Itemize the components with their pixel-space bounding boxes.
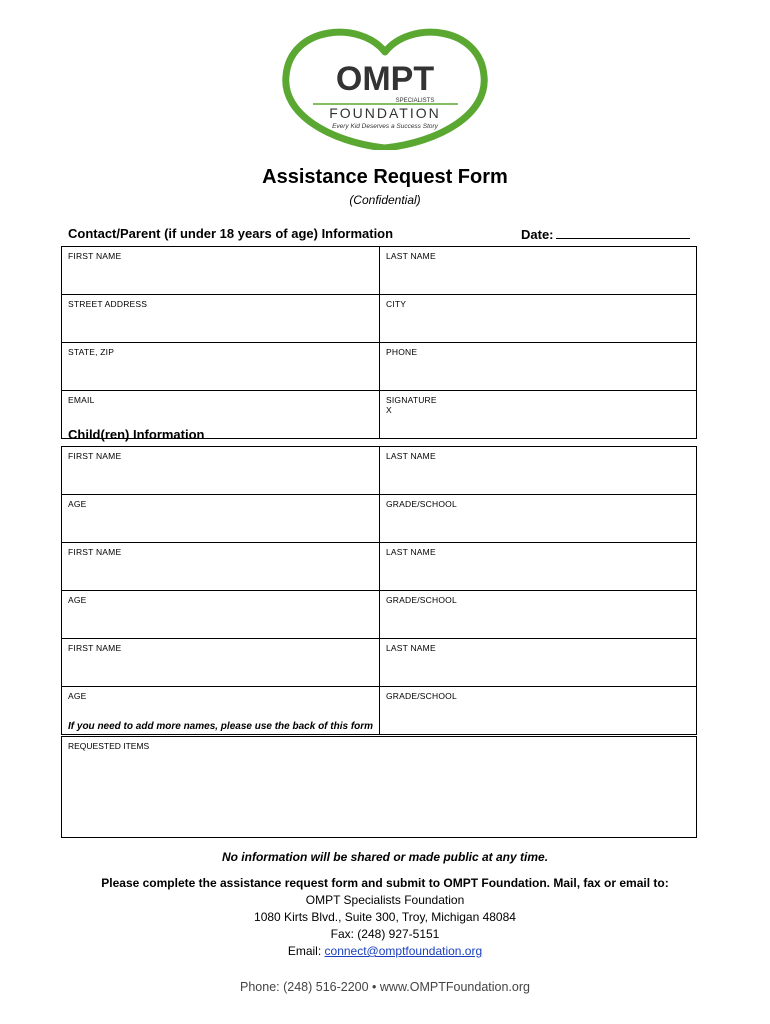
field-label: GRADE/SCHOOL bbox=[386, 595, 457, 605]
logo-foundation: FOUNDATION bbox=[329, 105, 441, 121]
child-first-name-field[interactable] bbox=[62, 639, 380, 687]
street-address-field[interactable] bbox=[62, 295, 380, 343]
contact-first-name-field[interactable] bbox=[62, 247, 380, 295]
org-email-line bbox=[0, 944, 770, 958]
signature-mark: X bbox=[386, 405, 392, 415]
city-field[interactable] bbox=[380, 295, 697, 343]
logo-tagline: Every Kid Deserves a Success Story bbox=[332, 123, 438, 130]
child-first-name-field[interactable] bbox=[62, 543, 380, 591]
email-label: Email: bbox=[287, 944, 322, 958]
field-label: AGE bbox=[68, 595, 87, 605]
signature-field[interactable] bbox=[380, 391, 697, 439]
org-address: 1080 Kirts Blvd., Suite 300, Troy, Michigan 48084 bbox=[254, 910, 516, 924]
field-label: FIRST NAME bbox=[68, 451, 122, 461]
date-field[interactable] bbox=[521, 226, 690, 242]
child-grade-school-field[interactable] bbox=[380, 591, 697, 639]
field-label: STATE, ZIP bbox=[68, 347, 115, 357]
child-table-2 bbox=[61, 542, 697, 639]
org-name: OMPT Specialists Foundation bbox=[305, 893, 465, 907]
child-grade-school-field[interactable] bbox=[380, 495, 697, 543]
field-label: LAST NAME bbox=[386, 547, 436, 557]
logo-specialists: SPECIALISTS bbox=[395, 98, 435, 104]
child-grade-school-field[interactable] bbox=[380, 687, 697, 735]
org-fax: Fax: (248) 927-5151 bbox=[330, 927, 440, 941]
field-label: STREET ADDRESS bbox=[68, 299, 148, 309]
email-link[interactable]: connect@omptfoundation.org bbox=[324, 944, 483, 958]
field-label: GRADE/SCHOOL bbox=[386, 499, 457, 509]
requested-items-field[interactable] bbox=[61, 736, 697, 838]
heart-logo-icon bbox=[280, 24, 490, 150]
child-age-field[interactable] bbox=[62, 495, 380, 543]
field-label: LAST NAME bbox=[386, 643, 436, 653]
children-section-heading: Child(ren) Information bbox=[68, 427, 205, 442]
field-label: FIRST NAME bbox=[68, 251, 122, 261]
field-label: FIRST NAME bbox=[68, 547, 122, 557]
form-subtitle: (Confidential) bbox=[349, 193, 421, 207]
more-names-note: If you need to add more names, please use the back of this form bbox=[68, 721, 374, 732]
submit-instructions: Please complete the assistance request form and submit to OMPT Foundation. Mail, fax or email to: bbox=[101, 876, 669, 890]
field-label: AGE bbox=[68, 691, 87, 701]
field-label: LAST NAME bbox=[386, 451, 436, 461]
privacy-statement: No information will be shared or made public at any time. bbox=[221, 850, 549, 864]
child-last-name-field[interactable] bbox=[380, 543, 697, 591]
ompt-foundation-logo bbox=[280, 24, 490, 150]
field-label: GRADE/SCHOOL bbox=[386, 691, 457, 701]
date-line[interactable] bbox=[556, 226, 690, 239]
contact-table bbox=[61, 246, 697, 439]
child-last-name-field[interactable] bbox=[380, 639, 697, 687]
phone-field[interactable] bbox=[380, 343, 697, 391]
date-label: Date: bbox=[521, 227, 554, 242]
phone-web-footer: Phone: (248) 516-2200 • www.OMPTFoundation.org bbox=[240, 980, 530, 994]
child-age-field[interactable] bbox=[62, 591, 380, 639]
field-label: CITY bbox=[386, 299, 407, 309]
child-table-1 bbox=[61, 446, 697, 543]
field-label: EMAIL bbox=[68, 395, 95, 405]
field-label: REQUESTED ITEMS bbox=[68, 741, 150, 751]
field-label: FIRST NAME bbox=[68, 643, 122, 653]
contact-section-heading: Contact/Parent (if under 18 years of age) Information bbox=[68, 226, 394, 241]
state-zip-field[interactable] bbox=[62, 343, 380, 391]
form-title: Assistance Request Form bbox=[262, 166, 508, 188]
child-last-name-field[interactable] bbox=[380, 447, 697, 495]
field-label: PHONE bbox=[386, 347, 418, 357]
contact-last-name-field[interactable] bbox=[380, 247, 697, 295]
field-label: LAST NAME bbox=[386, 251, 436, 261]
child-first-name-field[interactable] bbox=[62, 447, 380, 495]
field-label: SIGNATURE bbox=[386, 395, 437, 405]
field-label: AGE bbox=[68, 499, 87, 509]
logo-name: OMPT bbox=[335, 60, 435, 98]
